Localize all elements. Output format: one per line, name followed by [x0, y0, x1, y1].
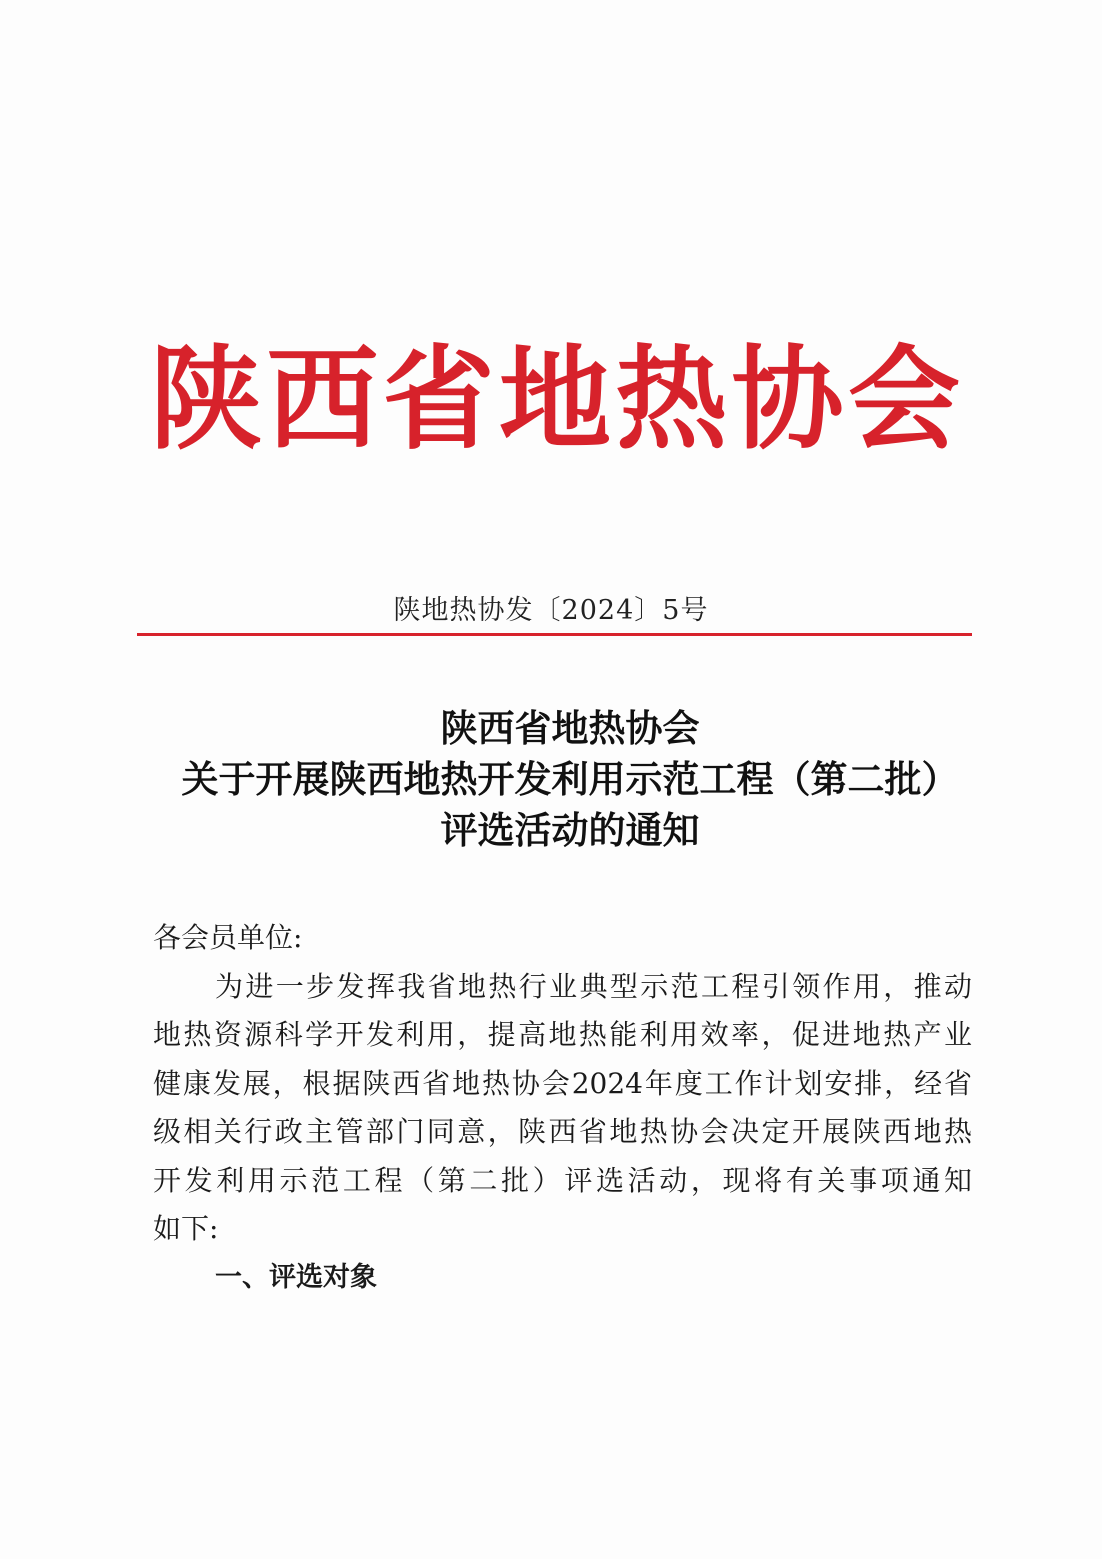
- red-divider: [137, 633, 972, 636]
- letterhead-char: 省: [382, 335, 495, 465]
- letterhead-char: 地: [498, 335, 611, 465]
- paragraph-line: 级相关行政主管部门同意，陕西省地热协会决定开展陕西地热: [153, 1115, 972, 1148]
- salutation: 各会员单位:: [153, 921, 303, 954]
- paragraph-line: 健康发展，根据陕西省地热协会2024年度工作计划安排，经省: [153, 1066, 972, 1100]
- section-heading: 一、评选对象: [215, 1261, 377, 1293]
- document-body: [153, 914, 972, 1302]
- paragraph-line: 开发利用示范工程（第二批）评选活动，现将有关事项通知: [153, 1163, 972, 1197]
- letterhead-char: 西: [266, 335, 379, 465]
- letterhead-char: 热: [615, 335, 728, 465]
- letterhead-char: 陕: [150, 335, 262, 465]
- document-title: [120, 703, 1020, 856]
- paragraph-line: 如下:: [153, 1212, 219, 1245]
- paragraph-line: 地热资源科学开发利用，提高地热能利用效率，促进地热产业: [153, 1018, 972, 1051]
- document-number: 陕地热协发〔2024〕5号: [393, 595, 709, 626]
- title-line: 关于开展陕西地热开发利用示范工程（第二批）: [181, 757, 959, 801]
- letterhead-char: 协: [731, 335, 844, 465]
- title-line: 评选活动的通知: [440, 808, 700, 852]
- organization-letterhead: [150, 330, 960, 470]
- letterhead-char: 会: [847, 335, 960, 465]
- paragraph-line: 为进一步发挥我省地热行业典型示范工程引领作用，推动: [215, 969, 972, 1003]
- title-line: 陕西省地热协会: [440, 706, 700, 750]
